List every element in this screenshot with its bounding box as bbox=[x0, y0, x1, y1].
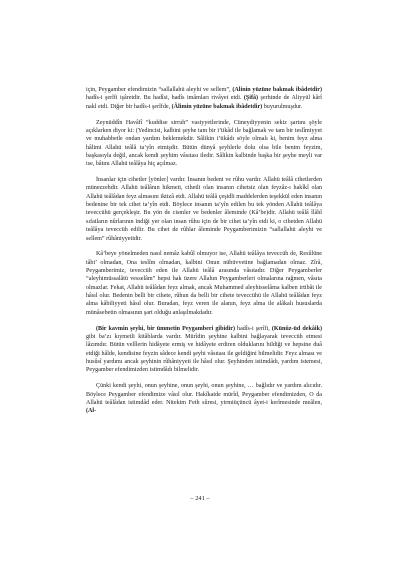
text-run: şerhinde de Aliyyül kârî nakl etdi. Diğer bir hadîs-i şerîfde, bbox=[86, 95, 322, 110]
text-run: gibi ba’zı kıymetli kitâblarda vardır. Mürîdin şeyhine kalbini bağlayarak teveccüh etmesi lâzımdır. Bütün velîlerin hidâyete ermiş ve hidâyete erdiren olduklarını bildiği ve hepsine duâ etdiği hâlde, kendisine feyzin sâdece kendi şeyhi vâsıtası ile geldiğini bilmelidir. Feyz alması ve husûsî yardımı ancak şeyhinin rûhâniyyeti ile hâsıl olur. Şeyhinden istimdâdı, yardım istemesi, Peygamber efendimizden istimdâdı bilmelidir. bbox=[86, 333, 322, 374]
paragraph-5 bbox=[86, 325, 322, 375]
paragraph-3 bbox=[86, 176, 322, 243]
bold-text-run: (Bir kavmin şeyhi, bir ümmetin Peygamberi gibidir) bbox=[96, 325, 235, 332]
paragraph-1 bbox=[86, 86, 322, 111]
bold-text-run: (Alinin yüzüne bakmak ibâdetdir) bbox=[232, 87, 322, 93]
body-text bbox=[86, 86, 322, 416]
bold-text-run: (Şifâ) bbox=[243, 95, 259, 102]
text-run: hadîs-i şerîfi, bbox=[234, 325, 272, 332]
paragraph-4 bbox=[86, 250, 322, 317]
text-run: için, Peygamber efendimizin “sallallahü aleyhi ve sellem”, bbox=[86, 87, 233, 93]
paragraph-2 bbox=[86, 119, 322, 169]
bold-text-run: (Âlimin yüzüne bakmak ibâdetdir) bbox=[171, 103, 263, 110]
page-number: – 241 – bbox=[190, 495, 210, 502]
bold-text-run: (Al- bbox=[86, 408, 97, 415]
text-run: İnsanlar için cihetler [yönler] vardır. İnsanın bedeni ve rûhu vardır. Allahü teâlâ cihetlerden münezzehdir. Allahü teâlânın hikmeti, cihetli olan insanın cihetsiz olan feyzâz-ı hakîkî olan Allahü teâlâdan feyz almasını iktizâ etdi. Allahü teâlâ çeşidli maddelerden teşekkül eden insanın bedenine bir tek cihet ta’yîn etdi. Böylece insanın ta’yîn edilen bu tek yönden Allahü teâlâya teveccühü gerçekleşir. Bu yön de cismler ve bedenler âleminde (Kâ’be)dir. Allahü teâlâ îlâhî sıfatların nûrlarının indiği yer olan insan rûhu için de bir cihet ta’yîn etdi ki, o cihetden Allahü teâlâya teveccüh edilir. Bu cihet de rûhlar âleminde Peygamberimizin “sallallahü aleyhi ve sellem” rûhâniyyetidir. bbox=[86, 177, 322, 242]
bold-text-run: (Künûz-üd dekâik) bbox=[271, 325, 322, 332]
paragraph-6 bbox=[86, 382, 322, 415]
text-run: buyurulmuşdur. bbox=[262, 103, 303, 110]
text-run: Çünki kendi şeyhi, onun şeyhine, onun şeyhi, onun şeyhine, … bağlıdır ve yardım alıcıdır. Böylece Peygamber efendimize vâsıl olur. Hakîkatde mürîd, Peygamber efendimizden, O da Allahü teâlâdan istimdâd eder. Nitekim Feth sûresi, yirmiüçüncü âyet-i kerîmesinde meâlen, bbox=[86, 383, 322, 406]
text-run: Zeynüddîn Havâfî “kuddise sirruh” vasiyyetlerinde, Cüneydiyyenin sekiz şartını şöyle açıklarken diyor ki: (Yedincisi, kalbini şeyhe tam bir i’tikâd ile bağlamak ve tam bir teslîmiyyet ve muhabbetle ondan yardım beklemekdir. Sâlikin i’tikâdı söyle olmalı ki, benim feyz alma hâlimi Allahü teâlâ ta’yîn etmişdir. Bütün dünyâ şeyhlerle dolu olsa bile benim feyzim, başkasıyla değil, ancak kendi şeyhim vâsıtası iledir. Sâlikin kalbinde başka bir şeyhe meyli var ise, bâtını Allahü teâlâya hiç açılmaz. bbox=[86, 119, 322, 168]
text-run: hadîs-i şerîfi işâretdir. Bu hadîsi, hadîs imâmları rivâyet etdi. bbox=[86, 95, 244, 102]
text-run: Kâ’beye yönelmeden nasıl nemâz kabûl olmuyor ise, Allahü teâlâya teveccüh de, Resûlüne tâbi’ olmadan, Ona teslîm olmadan, kalbini Onun nübüvvetine bağlamadan olmaz. Zîrâ, Peygamberimiz, teveccüh eden ile Allahü teâlâ arasında vâsıtadır. Diğer Peygamberler “aleyhimüssalâtü vesselâm” hepsi hak üzere Allahın Peygamberleri olmalarına rağmen, vâsıta olmazlar. Fekat, Allahü teâlâdan feyz almak, ancak Muhammed aleyhisselâma kalben irtibât ile hâsıl olur. Bedenin belli bir cihete, rûhun da belli bir cihete teveccühü ile Allahü teâlâdan feyz alma kâbiliyyeti hâsıl olur. Buradan, feyz veren ile alanın, feyz alma ile alâkalı hususlarda münâsebetin olmasının şart olduğu anlaşılmakdadır. bbox=[86, 251, 322, 316]
